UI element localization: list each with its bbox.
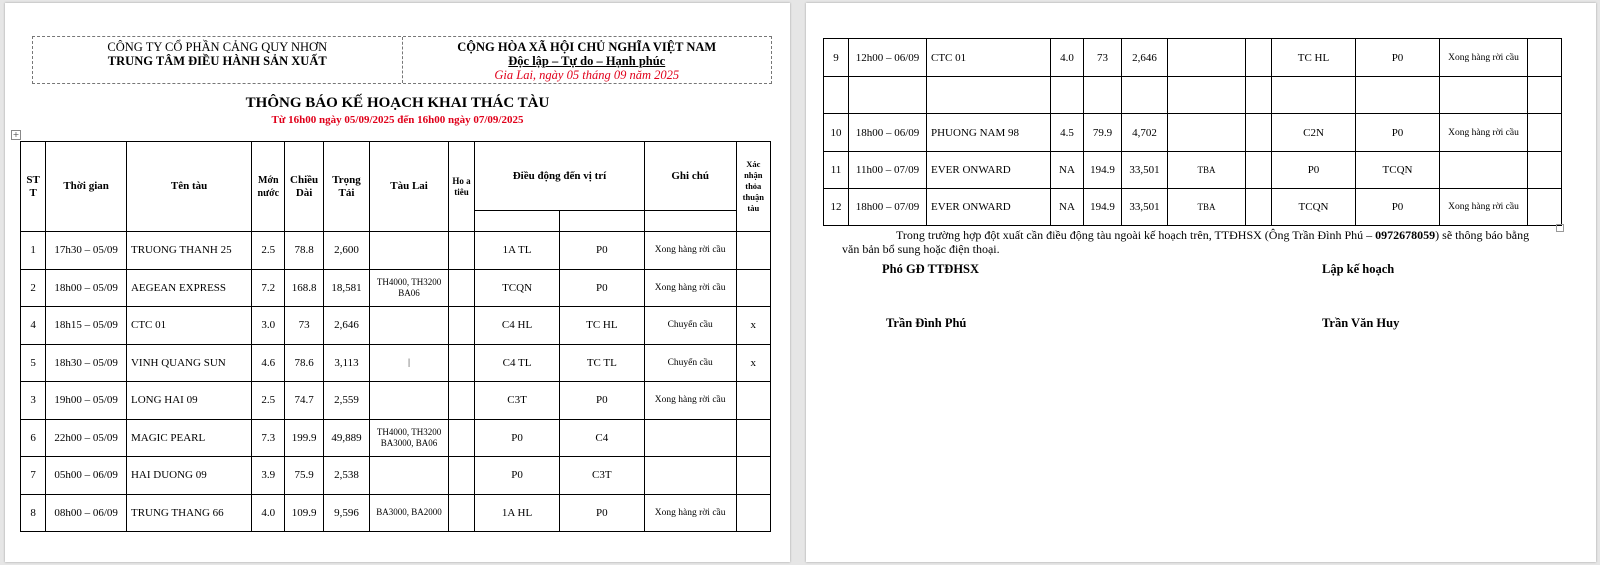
cell-note: Chuyển cầu [644,344,736,382]
cell-draft: 4.6 [252,344,285,382]
cell-tug [1168,77,1246,114]
col-pilot: Ho a tiêu [448,142,474,232]
cell-tug [370,382,449,420]
cell-length: 194.9 [1084,189,1122,226]
cell-tonnage: 2,646 [323,307,369,345]
cell-confirm [1528,114,1562,152]
cell-length: 194.9 [1084,152,1122,189]
cell-ship: VINH QUANG SUN [126,344,251,382]
cell-draft: 2.5 [252,382,285,420]
cell-from: 1A HL [475,494,560,532]
cell-confirm [1528,189,1562,226]
cell-tonnage: 18,581 [323,269,369,307]
col-time: Thời gian [46,142,127,232]
cell-stt: 5 [21,344,46,382]
cell-confirm: x [736,344,770,382]
cell-time: 05h00 – 06/09 [46,457,127,495]
cell-length [1084,77,1122,114]
cell-draft: 2.5 [252,232,285,270]
cell-note: Chuyển cầu [644,307,736,345]
cell-stt: 3 [21,382,46,420]
cell-length: 78.6 [285,344,323,382]
header-right [402,37,772,83]
cell-stt: 2 [21,269,46,307]
cell-draft: 3.0 [252,307,285,345]
cell-ship: AEGEAN EXPRESS [126,269,251,307]
cell-to: P0 [559,382,644,420]
cell-length: 73 [1084,39,1122,77]
department-name: TRUNG TÂM ĐIỀU HÀNH SẢN XUẤT [107,54,327,68]
cell-pilot [448,419,474,457]
cell-tug: TBA [1168,152,1246,189]
table-row [824,39,1562,77]
cell-note: Xong hàng rời cầu [644,232,736,270]
cell-note: Xong hàng rời cầu [644,494,736,532]
cell-tug: TBA [1168,189,1246,226]
cell-stt: 8 [21,494,46,532]
cell-confirm [1528,39,1562,77]
cell-stt: 10 [824,114,849,152]
cell-confirm [736,419,770,457]
cell-confirm [1528,152,1562,189]
cell-to: P0 [559,494,644,532]
table-resize-handle-icon[interactable] [1556,224,1564,232]
cell-length: 74.7 [285,382,323,420]
cell-ship: TRUONG THANH 25 [126,232,251,270]
cell-tug: BA3000, BA2000 [370,494,449,532]
cell-stt: 1 [21,232,46,270]
cell-time: 08h00 – 06/09 [46,494,127,532]
cell-from: TCQN [1272,189,1356,226]
cell-ship: LONG HAI 09 [126,382,251,420]
cell-time [849,77,927,114]
cell-to [1356,77,1440,114]
cell-draft: 4.5 [1051,114,1084,152]
table-row [21,269,771,307]
cell-pilot [1246,152,1272,189]
cell-to: P0 [559,232,644,270]
cell-stt: 11 [824,152,849,189]
col-move-to [559,211,644,232]
table-row [824,189,1562,226]
cell-tug: TH4000, TH3200 BA06 [370,269,449,307]
cell-length: 168.8 [285,269,323,307]
cell-time: 18h00 – 06/09 [849,114,927,152]
cell-stt: 7 [21,457,46,495]
cell-tug [370,307,449,345]
signer-left-name: Trần Đình Phú [886,316,967,330]
header-left [33,37,402,83]
cell-time: 18h00 – 05/09 [46,269,127,307]
cell-to: TCQN [1356,152,1440,189]
table-row [824,114,1562,152]
cell-pilot [448,269,474,307]
signer-right-title: Lập kế hoạch [1322,262,1395,276]
col-move-from [475,211,560,232]
cell-confirm [736,494,770,532]
cell-length: 78.8 [285,232,323,270]
cell-time: 22h00 – 05/09 [46,419,127,457]
cell-length: 75.9 [285,457,323,495]
cell-from: C4 TL [475,344,560,382]
cell-pilot [448,344,474,382]
table-row [21,419,771,457]
schedule-table-page-1 [20,141,771,532]
cell-ship: TRUNG THANG 66 [126,494,251,532]
col-tug: Tàu Lai [370,142,449,232]
cell-length: 79.9 [1084,114,1122,152]
cell-draft: 4.0 [252,494,285,532]
cell-confirm [736,269,770,307]
cell-tonnage: 33,501 [1122,189,1168,226]
cell-to: P0 [1356,39,1440,77]
cell-pilot [1246,189,1272,226]
cell-to: P0 [559,269,644,307]
col-length: Chiều Dài [285,142,323,232]
cell-to: P0 [1356,114,1440,152]
table-row [21,307,771,345]
cell-to: TC HL [559,307,644,345]
cell-draft: NA [1051,152,1084,189]
col-confirm: Xác nhận thỏa thuận tàu [736,142,770,232]
cell-from: TCQN [475,269,560,307]
cell-pilot [448,457,474,495]
cell-stt: 9 [824,39,849,77]
cell-time: 17h30 – 05/09 [46,232,127,270]
cell-tug: TH4000, TH3200 BA3000, BA06 [370,419,449,457]
cell-note: Xong hàng rời cầu [1440,114,1528,152]
cell-from: C4 HL [475,307,560,345]
table-row [21,457,771,495]
document-date: Gia Lai, ngày 05 tháng 09 năm 2025 [494,68,680,82]
cell-length: 109.9 [285,494,323,532]
cell-note [644,419,736,457]
cell-draft: 7.3 [252,419,285,457]
col-tonnage: Trọng Tải [323,142,369,232]
cell-time: 19h00 – 05/09 [46,382,127,420]
cell-tonnage: 2,538 [323,457,369,495]
cell-ship: HAI DUONG 09 [126,457,251,495]
col-note: Ghi chú [644,142,736,211]
cell-tug: | [370,344,449,382]
cell-confirm: x [736,307,770,345]
signer-left-title: Phó GĐ TTĐHSX [882,262,980,276]
cell-from: 1A TL [475,232,560,270]
cell-pilot [448,307,474,345]
cell-to: TC TL [559,344,644,382]
cell-tonnage [1122,77,1168,114]
cell-confirm [736,232,770,270]
cell-tonnage: 4,702 [1122,114,1168,152]
cell-confirm [736,457,770,495]
cell-time: 12h00 – 06/09 [849,39,927,77]
document-header [32,36,772,84]
cell-tonnage: 2,646 [1122,39,1168,77]
cell-time: 18h30 – 05/09 [46,344,127,382]
cell-ship [927,77,1051,114]
cell-stt: 12 [824,189,849,226]
col-stt: ST T [21,142,46,232]
signer-right-name: Trần Văn Huy [1322,316,1400,330]
cell-time: 18h15 – 05/09 [46,307,127,345]
cell-note: Xong hàng rời cầu [1440,39,1528,77]
company-name: CÔNG TY CỔ PHẦN CẢNG QUY NHƠN [107,40,328,54]
cell-note [1440,152,1528,189]
cell-draft [1051,77,1084,114]
cell-stt: 6 [21,419,46,457]
col-move: Điều động đến vị trí [475,142,645,211]
schedule-table-page-2 [823,38,1562,226]
cell-tug [1168,39,1246,77]
cell-length: 199.9 [285,419,323,457]
table-row [824,77,1562,114]
cell-stt [824,77,849,114]
cell-pilot [1246,114,1272,152]
table-row [21,232,771,270]
cell-note: Xong hàng rời cầu [644,269,736,307]
cell-to: C4 [559,419,644,457]
cell-length: 73 [285,307,323,345]
cell-tonnage: 3,113 [323,344,369,382]
cell-ship: EVER ONWARD [927,189,1051,226]
col-ship: Tên tàu [126,142,251,232]
cell-note [1440,77,1528,114]
cell-confirm [1528,77,1562,114]
cell-tonnage: 33,501 [1122,152,1168,189]
cell-ship: PHUONG NAM 98 [927,114,1051,152]
cell-from: P0 [475,457,560,495]
col-draft: Mớn nước [252,142,285,232]
schedule-body-page-2 [824,39,1562,226]
cell-to: P0 [1356,189,1440,226]
cell-pilot [448,382,474,420]
cell-pilot [448,494,474,532]
cell-time: 18h00 – 07/09 [849,189,927,226]
cell-draft: 3.9 [252,457,285,495]
cell-stt: 4 [21,307,46,345]
document-subtitle: Từ 16h00 ngày 05/09/2025 đến 16h00 ngày 07/09/2025 [271,114,524,126]
national-motto: Độc lập – Tự do – Hạnh phúc [508,54,666,68]
cell-note: Xong hàng rời cầu [1440,189,1528,226]
table-move-handle-icon[interactable]: + [12,130,20,139]
national-title: CỘNG HÒA XÃ HỘI CHỦ NGHĨA VIỆT NAM [457,40,717,54]
cell-note [644,457,736,495]
cell-tonnage: 49,889 [323,419,369,457]
cell-draft: 7.2 [252,269,285,307]
cell-from: C3T [475,382,560,420]
document-title: THÔNG BÁO KẾ HOẠCH KHAI THÁC TÀU [245,95,550,111]
cell-time: 11h00 – 07/09 [849,152,927,189]
table-row [824,152,1562,189]
cell-ship: CTC 01 [126,307,251,345]
cell-note: Xong hàng rời cầu [644,382,736,420]
cell-from: C2N [1272,114,1356,152]
cell-tonnage: 2,600 [323,232,369,270]
cell-tug [1168,114,1246,152]
cell-from [1272,77,1356,114]
cell-tonnage: 2,559 [323,382,369,420]
cell-to: C3T [559,457,644,495]
cell-pilot [448,232,474,270]
footer-note: Trong trường hợp đột xuất cần điều động tàu ngoài kế hoạch trên, TTĐHSX (Ông Trần Đình Phú – 0972678059) sẽ thông báo bằng văn bản bổ sung hoặc điện thoại. [842,228,1530,256]
cell-tug [370,457,449,495]
cell-from: TC HL [1272,39,1356,77]
cell-draft: 4.0 [1051,39,1084,77]
cell-ship: CTC 01 [927,39,1051,77]
cell-from: P0 [475,419,560,457]
contact-phone: 0972678059 [1375,228,1436,242]
cell-tonnage: 9,596 [323,494,369,532]
cell-from: P0 [1272,152,1356,189]
document-page-2 [806,3,1596,562]
document-page-1 [5,3,790,562]
cell-tug [370,232,449,270]
cell-confirm [736,382,770,420]
schedule-body-page-1 [21,232,771,532]
cell-draft: NA [1051,189,1084,226]
table-row [21,344,771,382]
table-row [21,382,771,420]
cell-ship: EVER ONWARD [927,152,1051,189]
cell-pilot [1246,77,1272,114]
cell-ship: MAGIC PEARL [126,419,251,457]
cell-pilot [1246,39,1272,77]
col-note-sub [644,211,736,232]
table-row [21,494,771,532]
